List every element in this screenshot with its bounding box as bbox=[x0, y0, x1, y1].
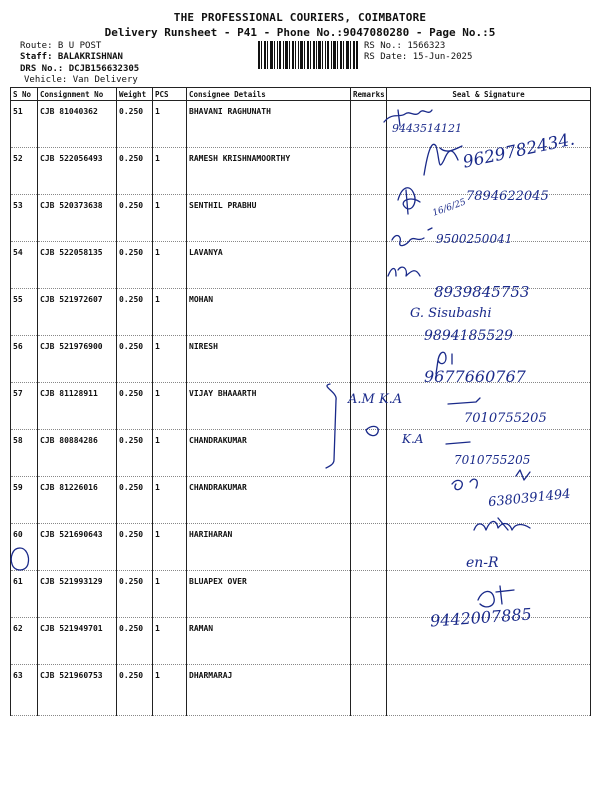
table-row bbox=[11, 665, 591, 716]
row-remarks bbox=[351, 289, 387, 336]
row-weight: 0.250 bbox=[117, 101, 153, 148]
row-consignment: CJB 521960753 bbox=[38, 665, 117, 716]
row-pcs: 1 bbox=[153, 148, 187, 195]
rs-date-label: RS Date: 15-Jun-2025 bbox=[364, 52, 473, 62]
row-pcs: 1 bbox=[153, 195, 187, 242]
handwritten-phone-55: 8939845753 bbox=[434, 283, 530, 301]
handwritten-phone-58: 7010755205 bbox=[464, 411, 547, 426]
row-pcs: 1 bbox=[153, 101, 187, 148]
row-consignment: CJB 520373638 bbox=[38, 195, 117, 242]
row-remarks bbox=[351, 665, 387, 716]
col-consignment: Consignment No bbox=[38, 88, 117, 101]
row-consignee: VIJAY BHAAARTH bbox=[187, 383, 351, 430]
row-consignment: CJB 81128911 bbox=[38, 383, 117, 430]
row-consignee: NIRESH bbox=[187, 336, 351, 383]
handwritten-date-53: 16/6/25 bbox=[431, 197, 468, 219]
row-remarks bbox=[351, 101, 387, 148]
row-remarks bbox=[351, 430, 387, 477]
route-label: Route: B U POST bbox=[20, 41, 102, 51]
row-weight: 0.250 bbox=[117, 477, 153, 524]
row-weight: 0.250 bbox=[117, 618, 153, 665]
row-pcs: 1 bbox=[153, 571, 187, 618]
row-remarks bbox=[351, 148, 387, 195]
row-sno: 61 bbox=[11, 571, 38, 618]
row-weight: 0.250 bbox=[117, 195, 153, 242]
handwritten-phone-54: 9500250041 bbox=[436, 232, 513, 246]
rs-no-label: RS No.: 1566323 bbox=[364, 41, 446, 51]
col-sno: S No bbox=[11, 88, 38, 101]
row-remarks bbox=[351, 242, 387, 289]
row-sno: 56 bbox=[11, 336, 38, 383]
handwritten-name-58: A.M K.A bbox=[348, 392, 403, 407]
table-row bbox=[11, 524, 591, 571]
row-consignee: MOHAN bbox=[187, 289, 351, 336]
row-consignment: CJB 80884286 bbox=[38, 430, 117, 477]
col-seal-signature: Seal & Signature bbox=[387, 88, 591, 101]
row-consignment: CJB 522058135 bbox=[38, 242, 117, 289]
row-weight: 0.250 bbox=[117, 665, 153, 716]
row-remarks bbox=[351, 618, 387, 665]
row-consignee: CHANDRAKUMAR bbox=[187, 430, 351, 477]
row-sno: 52 bbox=[11, 148, 38, 195]
row-remarks bbox=[351, 524, 387, 571]
drs-label: DRS No.: DCJB156632305 bbox=[20, 64, 140, 74]
row-weight: 0.250 bbox=[117, 524, 153, 571]
staff-label: Staff: BALAKRISHNAN bbox=[20, 52, 123, 62]
row-consignee: SENTHIL PRABHU bbox=[187, 195, 351, 242]
table-row bbox=[11, 101, 591, 148]
row-weight: 0.250 bbox=[117, 571, 153, 618]
row-pcs: 1 bbox=[153, 242, 187, 289]
handwritten-phone-57: 9677660767 bbox=[424, 367, 526, 386]
row-remarks bbox=[351, 477, 387, 524]
table-header-row bbox=[11, 88, 591, 101]
barcode bbox=[258, 41, 358, 69]
row-sno: 53 bbox=[11, 195, 38, 242]
row-consignment: CJB 521690643 bbox=[38, 524, 117, 571]
row-pcs: 1 bbox=[153, 430, 187, 477]
handwritten-phone-63: 9442007885 bbox=[429, 604, 533, 631]
row-weight: 0.250 bbox=[117, 383, 153, 430]
handwritten-phone-51: 9443514121 bbox=[392, 122, 462, 135]
row-weight: 0.250 bbox=[117, 336, 153, 383]
handwritten-phone-56: 9894185529 bbox=[424, 328, 514, 344]
row-sno: 57 bbox=[11, 383, 38, 430]
handwritten-initials-62: en-R bbox=[466, 555, 499, 571]
row-weight: 0.250 bbox=[117, 242, 153, 289]
handwritten-phone-60: 6380391494 bbox=[487, 486, 572, 511]
row-pcs: 1 bbox=[153, 477, 187, 524]
row-consignment: CJB 81040362 bbox=[38, 101, 117, 148]
row-consignment: CJB 521972607 bbox=[38, 289, 117, 336]
row-sno: 51 bbox=[11, 101, 38, 148]
col-consignee: Consignee Details bbox=[187, 88, 351, 101]
handwritten-phone-52: 9629782434. bbox=[461, 129, 577, 173]
row-sno: 62 bbox=[11, 618, 38, 665]
row-sno: 54 bbox=[11, 242, 38, 289]
row-remarks bbox=[351, 195, 387, 242]
row-consignee: DHARMARAJ bbox=[187, 665, 351, 716]
col-remarks: Remarks bbox=[351, 88, 387, 101]
row-pcs: 1 bbox=[153, 383, 187, 430]
row-consignee: LAVANYA bbox=[187, 242, 351, 289]
col-pcs: PCS bbox=[153, 88, 187, 101]
row-consignee: BLUAPEX OVER bbox=[187, 571, 351, 618]
col-weight: Weight bbox=[117, 88, 153, 101]
row-consignment: CJB 521993129 bbox=[38, 571, 117, 618]
row-sno: 63 bbox=[11, 665, 38, 716]
row-signature bbox=[387, 242, 591, 289]
row-pcs: 1 bbox=[153, 618, 187, 665]
row-consignment: CJB 522056493 bbox=[38, 148, 117, 195]
company-title: THE PROFESSIONAL COURIERS, COIMBATORE bbox=[173, 11, 427, 24]
row-consignee: HARIHARAN bbox=[187, 524, 351, 571]
row-pcs: 1 bbox=[153, 336, 187, 383]
row-pcs: 1 bbox=[153, 524, 187, 571]
vehicle-label: Vehicle: Van Delivery bbox=[24, 75, 138, 85]
row-weight: 0.250 bbox=[117, 148, 153, 195]
row-weight: 0.250 bbox=[117, 289, 153, 336]
row-sno: 60 bbox=[11, 524, 38, 571]
runsheet-subtitle: Delivery Runsheet - P41 - Phone No.:9047080280 - Page No.:5 bbox=[104, 26, 496, 39]
handwritten-name-59: K.A bbox=[402, 432, 424, 446]
row-remarks bbox=[351, 571, 387, 618]
row-consignment: CJB 521949701 bbox=[38, 618, 117, 665]
row-consignee: RAMESH KRISHNAMOORTHY bbox=[187, 148, 351, 195]
row-consignment: CJB 521976900 bbox=[38, 336, 117, 383]
row-weight: 0.250 bbox=[117, 430, 153, 477]
row-consignee: BHAVANI RAGHUNATH bbox=[187, 101, 351, 148]
row-sno: 55 bbox=[11, 289, 38, 336]
handwritten-phone-59: 7010755205 bbox=[454, 453, 531, 467]
row-consignment: CJB 81226016 bbox=[38, 477, 117, 524]
handwritten-phone-53: 7894622045 bbox=[466, 189, 549, 204]
row-sno: 58 bbox=[11, 430, 38, 477]
handwritten-name-56: G. Sisubashi bbox=[410, 306, 492, 321]
row-consignee: CHANDRAKUMAR bbox=[187, 477, 351, 524]
row-pcs: 1 bbox=[153, 665, 187, 716]
row-consignee: RAMAN bbox=[187, 618, 351, 665]
row-signature bbox=[387, 665, 591, 716]
row-sno: 59 bbox=[11, 477, 38, 524]
row-pcs: 1 bbox=[153, 289, 187, 336]
table-row bbox=[11, 242, 591, 289]
row-remarks bbox=[351, 336, 387, 383]
